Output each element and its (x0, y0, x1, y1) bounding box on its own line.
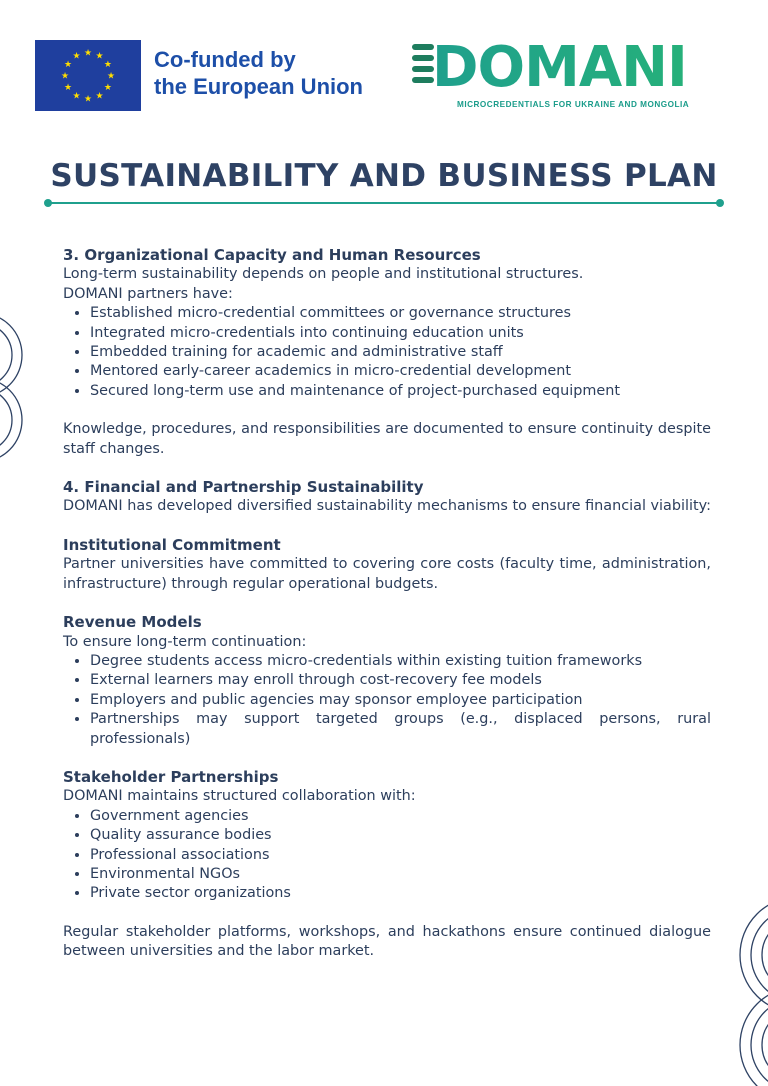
commitment-text: Partner universities have committed to covering core costs (faculty time, administration, infrastructure) through regular operational budgets. (63, 556, 711, 592)
list-item: • Private sector organizations (90, 884, 711, 903)
divider-dot-left (44, 199, 52, 207)
eu-line-1: Co-funded by (154, 47, 296, 72)
list-item: • Quality assurance bodies (90, 826, 711, 845)
eu-star-icon: ★ (103, 60, 112, 70)
list-item: • Professional associations (90, 846, 711, 865)
list-item: • Integrated micro-credentials into continuing education units (90, 324, 711, 343)
stakeholder-closing: Regular stakeholder platforms, workshops, and hackathons ensure continued dialogue between universities and the labor market. (63, 923, 711, 960)
domani-logo (410, 36, 730, 92)
eu-star-icon: ★ (64, 83, 73, 93)
list-item: • External learners may enroll through cost-recovery fee models (90, 671, 711, 690)
section-3-list (63, 304, 711, 401)
decorative-circles-left (0, 300, 40, 470)
list-item: • Partnerships may support targeted groups (e.g., displaced persons, rural professionals) (90, 710, 711, 749)
section-4-heading: 4. Financial and Partnership Sustainability (63, 478, 424, 497)
eu-star-icon: ★ (83, 94, 93, 105)
eu-line-2: the European Union (154, 74, 363, 99)
section-3-heading: 3. Organizational Capacity and Human Resources (63, 246, 481, 264)
domani-tagline: MICROCREDENTIALS FOR UKRAINE AND MONGOLIA (457, 100, 690, 109)
stakeholder-intro: DOMANI maintains structured collaboration with: (63, 788, 416, 805)
document-body (63, 246, 711, 962)
list-item: • Embedded training for academic and administrative staff (90, 343, 711, 362)
eu-star-icon: ★ (95, 51, 104, 62)
list-item: • Environmental NGOs (90, 865, 711, 884)
revenue-list (63, 652, 711, 749)
list-item: • Secured long-term use and maintenance of project-purchased equipment (90, 382, 711, 401)
list-item: • Mentored early-career academics in micro-credential development (90, 362, 711, 381)
stakeholder-heading: Stakeholder Partnerships (63, 767, 279, 786)
stakeholder-list (63, 807, 711, 904)
divider-dot-right (716, 199, 724, 207)
list-item: • Employers and public agencies may sponsor employee participation (90, 691, 711, 710)
section-3-intro-2: DOMANI partners have: (63, 285, 233, 302)
title-divider (48, 202, 720, 204)
commitment-heading: Institutional Commitment (63, 535, 281, 554)
eu-star-icon: ★ (60, 71, 70, 82)
list-item: • Degree students access micro-credentials within existing tuition frameworks (90, 652, 711, 671)
eu-cofunded-label (154, 46, 363, 100)
revenue-intro: To ensure long-term continuation: (63, 633, 307, 650)
list-item: • Established micro-credential committees or governance structures (90, 304, 711, 323)
eu-flag-icon (35, 40, 141, 111)
eu-star-icon: ★ (83, 48, 93, 59)
section-3-closing: Knowledge, procedures, and responsibilities are documented to ensure continuity despite staff changes. (63, 421, 711, 457)
domani-wordmark: DOMANI (432, 36, 687, 92)
revenue-heading: Revenue Models (63, 613, 202, 632)
decorative-circles-right (728, 895, 768, 1086)
list-item: • Government agencies (90, 807, 711, 826)
eu-star-icon: ★ (103, 83, 112, 93)
eu-star-icon: ★ (106, 71, 116, 82)
section-4-intro: DOMANI has developed diversified sustainability mechanisms to ensure financial viability: (63, 498, 711, 515)
eu-star-icon: ★ (64, 60, 73, 70)
eu-star-icon: ★ (95, 91, 104, 102)
page-header (0, 0, 768, 130)
section-3-intro: Long-term sustainability depends on people and institutional structures. (63, 266, 584, 283)
eu-star-icon: ★ (72, 91, 81, 102)
page-title: SUSTAINABILITY AND BUSINESS PLAN (50, 158, 718, 194)
eu-star-icon: ★ (72, 51, 81, 62)
